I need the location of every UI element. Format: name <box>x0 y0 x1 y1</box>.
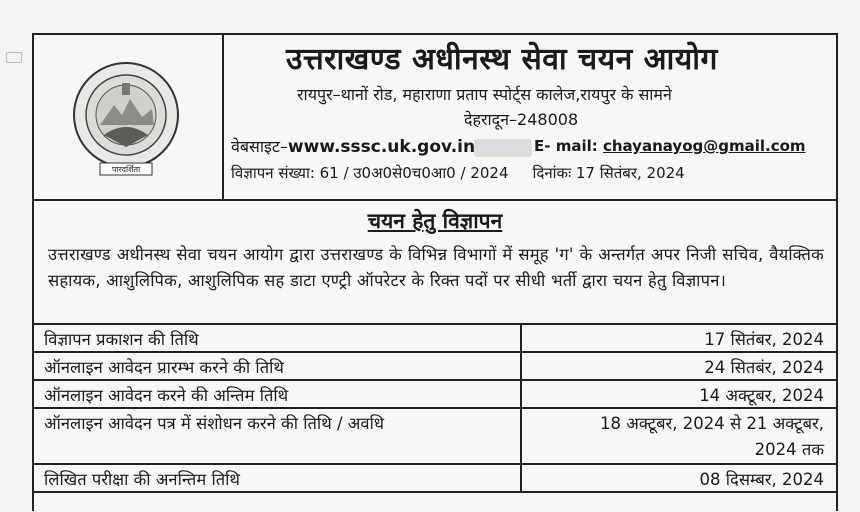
schedule-label: लिखित परीक्षा की अनन्तिम तिथि <box>34 464 521 492</box>
address-line-2: देहरादून–248008 <box>464 110 579 129</box>
schedule-value: 24 सितबंर, 2024 <box>521 352 836 380</box>
table-row <box>34 464 836 492</box>
schedule-value-continued: 2024 तक <box>754 440 824 459</box>
advertisement-sheet <box>32 33 838 511</box>
schedule-label: विज्ञापन प्रकाशन की तिथि <box>34 324 521 352</box>
advertisement-number-line <box>231 163 685 183</box>
schedule-value: 18 अक्टूबर, 2024 से 21 अक्टूबर, <box>599 414 824 433</box>
schedule-value: 17 सितंबर, 2024 <box>521 324 836 352</box>
website-link[interactable]: www.sssc.uk.gov.in <box>287 137 476 157</box>
schedule-label: ऑनलाइन आवेदन पत्र में संशोधन करने की तिथि / अवधि <box>34 408 521 464</box>
email-link[interactable]: chayanayog@gmail.com <box>602 137 806 155</box>
redacted-area <box>474 139 532 157</box>
notice-title-row <box>34 201 836 237</box>
email-line <box>534 137 806 155</box>
staple-mark <box>6 52 22 63</box>
schedule-label: ऑनलाइन आवेदन प्रारम्भ करने की तिथि <box>34 352 521 380</box>
logo-motto: पारदर्शिता <box>111 165 141 174</box>
advertisement-number: विज्ञापन संख्या: 61 / उ0अ0से0च0आ0 / 2024 <box>231 164 509 182</box>
schedule-value: 14 अक्टूबर, 2024 <box>521 380 836 408</box>
schedule-table <box>34 323 836 493</box>
advertisement-date: दिनांकः 17 सितंबर, 2024 <box>532 164 685 182</box>
email-label: E- mail: <box>534 137 603 155</box>
address-line-1: रायपुर–थानों रोड, महाराणा प्रताप स्पोर्ट्स कालेज,रायपुर के सामने <box>297 85 672 104</box>
table-row <box>34 324 836 352</box>
schedule-label: ऑनलाइन आवेदन करने की अन्तिम तिथि <box>34 380 521 408</box>
schedule-value-cell <box>521 408 836 464</box>
website-line <box>231 135 475 157</box>
notice-body: उत्तराखण्ड अधीनस्थ सेवा चयन आयोग द्वारा उत्तराखण्ड के विभिन्न विभागों में समूह 'ग' के अन्तर्गत अपर निजी सचिव, वैयक्तिक सहायक, आशुलिपिक, आशुलिपिक सह डाटा एण्ट्री ऑपरेटर के रिक्त पदों पर सीधी भर्ती द्वारा चयन हेतु विज्ञापन। <box>48 245 824 290</box>
logo-cell <box>34 35 224 199</box>
table-row <box>34 408 836 464</box>
commission-emblem-icon <box>70 59 182 177</box>
table-row <box>34 380 836 408</box>
org-name: उत्तराखण्ड अधीनस्थ सेवा चयन आयोग <box>286 42 718 77</box>
schedule-value: 08 दिसम्बर, 2024 <box>521 464 836 492</box>
letterhead <box>34 35 836 201</box>
website-label: वेबसाइट– <box>231 137 288 156</box>
notice-title: चयन हेतु विज्ञापन <box>367 209 503 233</box>
table-row <box>34 352 836 380</box>
